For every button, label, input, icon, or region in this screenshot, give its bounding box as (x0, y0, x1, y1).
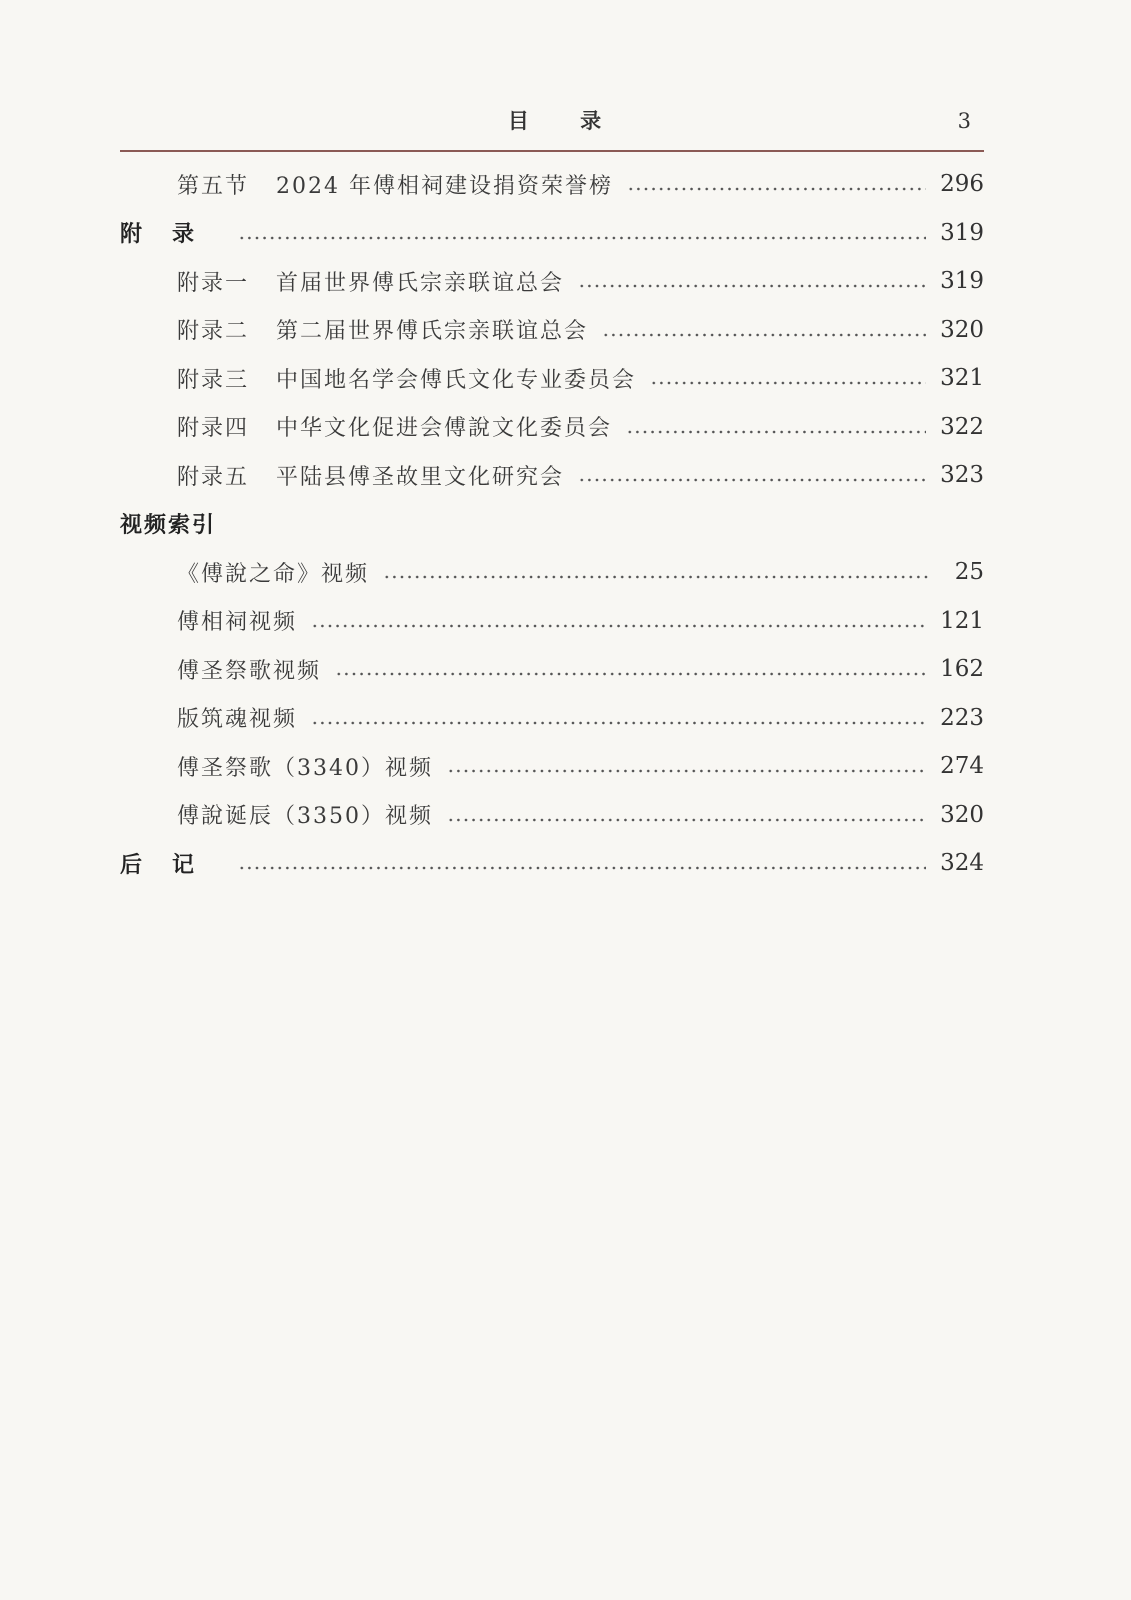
dot-leader (627, 173, 926, 195)
toc-entry-title: 版筑魂视频 (177, 707, 298, 733)
toc-section (120, 500, 984, 549)
toc-entry-title: 附录四 中华文化促进会傅說文化委员会 (177, 416, 612, 442)
toc-entry[interactable] (120, 403, 984, 452)
toc-section-title: 后记 (120, 852, 225, 878)
dot-leader (238, 852, 926, 874)
toc-entry[interactable] (120, 548, 984, 597)
toc-entry[interactable] (120, 354, 984, 403)
toc-section-title: 视频索引 (120, 513, 217, 539)
toc-entry[interactable] (120, 160, 984, 209)
toc-entry[interactable] (120, 694, 984, 743)
running-head-title: 目 录 (507, 109, 624, 133)
toc-entry-page: 320 (940, 316, 984, 343)
dot-leader (447, 755, 926, 777)
toc-entry[interactable] (120, 306, 984, 355)
toc-entry-title: 附录三 中国地名学会傅氏文化专业委员会 (177, 367, 636, 393)
toc-entry[interactable] (120, 645, 984, 694)
toc-entry-title: 傅說诞辰（3350）视频 (177, 804, 433, 830)
toc-section-page: 319 (940, 219, 984, 246)
toc-entry-page: 25 (954, 559, 984, 586)
running-head (0, 105, 1131, 145)
dot-leader (578, 270, 926, 292)
toc-entry[interactable] (120, 791, 984, 840)
running-head-page-number: 3 (957, 109, 971, 133)
toc-entry-page: 274 (940, 753, 984, 780)
toc-entry[interactable] (120, 451, 984, 500)
toc-entry-title: 傅圣祭歌（3340）视频 (177, 755, 433, 781)
toc-entry[interactable] (120, 597, 984, 646)
table-of-contents (120, 160, 984, 888)
toc-entry-title: 附录一 首届世界傅氏宗亲联谊总会 (177, 270, 564, 296)
toc-entry-title: 《傅說之命》视频 (177, 561, 370, 587)
dot-leader (311, 707, 926, 729)
dot-leader (238, 222, 926, 244)
dot-leader (626, 416, 926, 438)
toc-entry-page: 323 (940, 462, 984, 489)
dot-leader (650, 367, 926, 389)
toc-entry-page: 320 (940, 801, 984, 828)
toc-section-title: 附录 (120, 222, 225, 248)
toc-entry-title: 附录五 平陆县傅圣故里文化研究会 (177, 464, 564, 490)
toc-entry-page: 321 (940, 365, 984, 392)
toc-entry-title: 傅相祠视频 (177, 610, 298, 636)
toc-entry[interactable] (120, 742, 984, 791)
dot-leader (383, 561, 930, 583)
toc-section[interactable] (120, 839, 984, 888)
toc-section[interactable] (120, 209, 984, 258)
header-rule (120, 150, 984, 152)
toc-entry-page: 162 (940, 656, 984, 683)
toc-entry-page: 319 (940, 268, 984, 295)
toc-entry-page: 223 (940, 704, 984, 731)
dot-leader (335, 658, 926, 680)
dot-leader (578, 464, 926, 486)
toc-entry-title: 第五节 2024 年傅相祠建设捐资荣誉榜 (177, 173, 613, 199)
dot-leader (447, 804, 926, 826)
toc-entry-title: 附录二 第二届世界傅氏宗亲联谊总会 (177, 319, 588, 345)
toc-entry-page: 322 (940, 413, 984, 440)
toc-entry-page: 121 (940, 607, 984, 634)
dot-leader (602, 319, 926, 341)
toc-section-page: 324 (940, 850, 984, 877)
toc-entry[interactable] (120, 257, 984, 306)
toc-entry-title: 傅圣祭歌视频 (177, 658, 322, 684)
toc-entry-page: 296 (940, 171, 984, 198)
dot-leader (311, 610, 926, 632)
